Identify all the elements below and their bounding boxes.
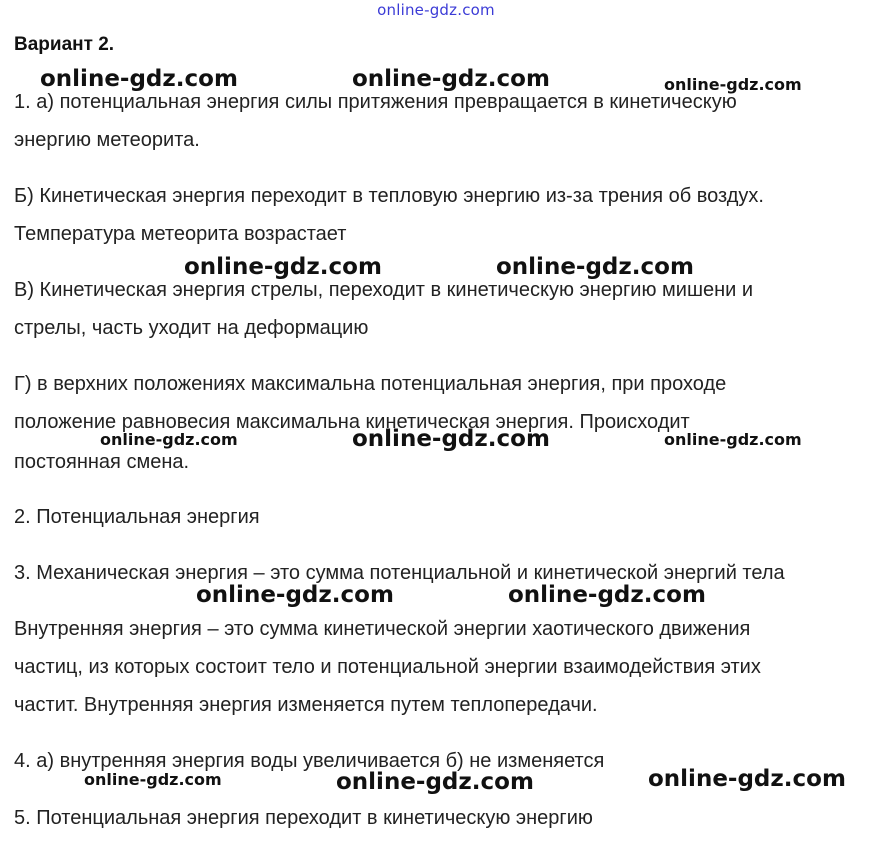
watermark-text: online-gdz.com bbox=[84, 770, 222, 789]
watermark-text: online-gdz.com bbox=[664, 430, 802, 449]
answer-5-line: 5. Потенциальная энергия переходит в кинетическую энергию bbox=[14, 807, 593, 829]
answer-1a-line-2: энергию метеорита. bbox=[14, 129, 200, 151]
answer-1b-line-2: Температура метеорита возрастает bbox=[14, 223, 347, 245]
answer-3-line-1: 3. Механическая энергия – это сумма потенциальной и кинетической энергий тела bbox=[14, 562, 785, 584]
answer-1d-line-1: Г) в верхних положениях максимальна потенциальная энергия, при проходе bbox=[14, 373, 727, 395]
answer-1a-line-1: 1. а) потенциальная энергия силы притяжения превращается в кинетическую bbox=[14, 91, 737, 113]
watermark-text: online-gdz.com bbox=[352, 426, 550, 452]
answer-3-line-3: частиц, из которых состоит тело и потенциальной энергии взаимодействия этих bbox=[14, 656, 761, 678]
watermark-text: online-gdz.com bbox=[648, 766, 846, 792]
watermark-text: online-gdz.com bbox=[336, 769, 534, 795]
watermark-text: online-gdz.com bbox=[664, 75, 802, 94]
watermark-text: online-gdz.com bbox=[184, 254, 382, 280]
watermark-text: online-gdz.com bbox=[40, 66, 238, 92]
watermark-text: online-gdz.com bbox=[100, 430, 238, 449]
answer-1c-line-2: стрелы, часть уходит на деформацию bbox=[14, 317, 369, 339]
answer-3-line-2: Внутренняя энергия – это сумма кинетической энергии хаотического движения bbox=[14, 618, 751, 640]
answer-1b-line-1: Б) Кинетическая энергия переходит в тепловую энергию из-за трения об воздух. bbox=[14, 185, 764, 207]
watermark-text: online-gdz.com bbox=[496, 254, 694, 280]
watermark-text: online-gdz.com bbox=[196, 582, 394, 608]
answer-2-line: 2. Потенциальная энергия bbox=[14, 506, 260, 528]
variant-title: Вариант 2. bbox=[14, 34, 115, 55]
site-logo-watermark: online-gdz.com bbox=[377, 1, 495, 19]
watermark-text: online-gdz.com bbox=[352, 66, 550, 92]
answer-4-line: 4. а) внутренняя энергия воды увеличивается б) не изменяется bbox=[14, 750, 605, 772]
answer-1d-line-3: постоянная смена. bbox=[14, 451, 190, 473]
answer-3-line-4: частит. Внутренняя энергия изменяется путем теплопередачи. bbox=[14, 694, 598, 716]
answer-1c-line-1: В) Кинетическая энергия стрелы, переходит в кинетическую энергию мишени и bbox=[14, 279, 754, 301]
answer-1d-line-2: положение равновесия максимальна кинетическая энергия. Происходит bbox=[14, 411, 690, 433]
watermark-text: online-gdz.com bbox=[508, 582, 706, 608]
